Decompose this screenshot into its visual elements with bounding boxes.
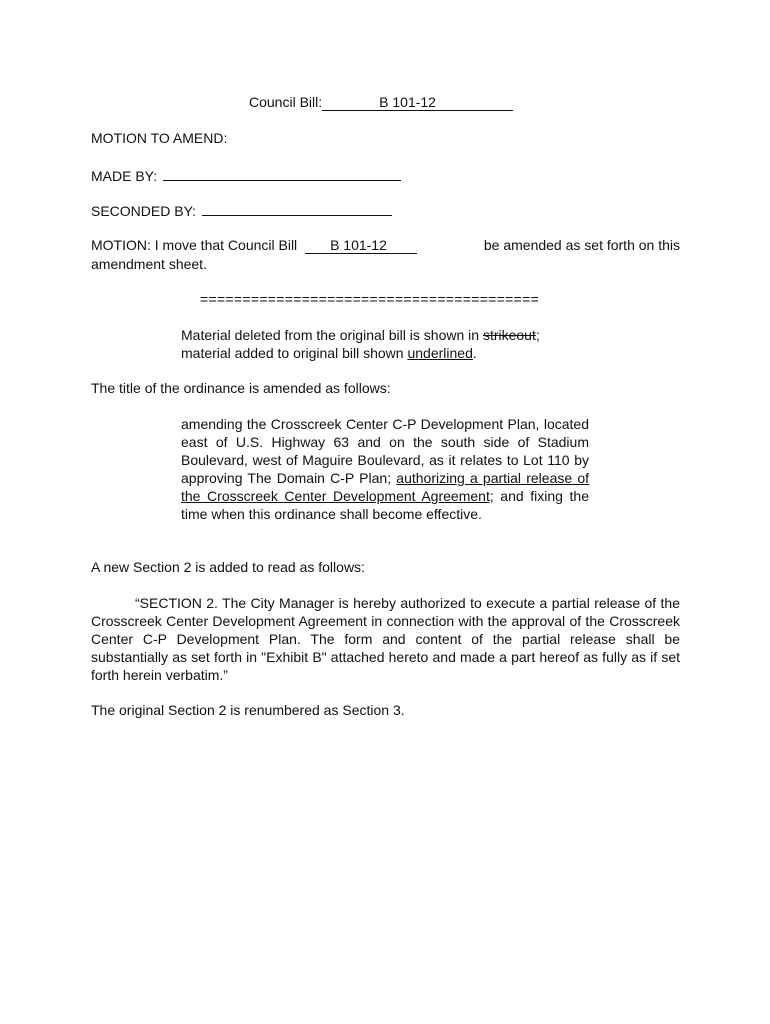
legend-line1-prefix: Material deleted from the original bill is shown in <box>181 327 483 343</box>
made-by-blank <box>163 166 401 181</box>
council-bill-header <box>249 93 513 111</box>
motion-bill-number: B 101-12 <box>305 238 417 254</box>
title-intro: The title of the ordinance is amended as follows: <box>91 380 391 396</box>
section-intro: A new Section 2 is added to read as follows: <box>91 559 365 575</box>
motion-to-amend-heading: MOTION TO AMEND: <box>91 130 228 146</box>
seconded-by-label: SECONDED BY: <box>91 203 197 219</box>
renumber-note: The original Section 2 is renumbered as Section 3. <box>91 702 405 718</box>
amended-title-text <box>181 415 589 523</box>
title-text-added: authorizing a partial release of the Crosscreek Center Development Agreement; <box>181 470 589 504</box>
separator-line: ======================================== <box>200 291 540 307</box>
motion-suffix: be amended as set forth on this <box>483 237 680 253</box>
underlined-example: underlined <box>407 345 473 361</box>
legend-line2-prefix: material added to original bill shown <box>181 345 408 361</box>
made-by-label: MADE BY: <box>91 168 158 184</box>
seconded-by-line <box>91 201 392 220</box>
section-2-text: “SECTION 2. The City Manager is hereby authorized to execute a partial release of the Crosscreek Center Development Agreement in connection with the approval of the Crosscreek Center C-P Development Plan. The form and content of the partial release shall be substantially as set forth in "Exhibit B" attached hereto and made a part hereof as fully as if set forth herein verbatim.” <box>91 595 680 683</box>
legend-line2-suffix: . <box>472 345 477 361</box>
motion-statement-line1 <box>91 236 680 254</box>
legend-line1 <box>181 326 540 344</box>
motion-statement-line2: amendment sheet. <box>91 256 207 272</box>
legend-line2 <box>181 344 477 362</box>
title-text-part2: and fixing the time when this ordinance shall become effective. <box>181 488 589 522</box>
title-text-part1: amending the Crosscreek Center C-P Development Plan, located east of U.S. Highway 63 and on the south side of Stadium Boulevard, west of Maguire Boulevard, as it relates to Lot 110 by approving The Domain C-P Plan; <box>181 416 589 486</box>
made-by-line <box>91 166 401 185</box>
council-bill-number: B 101-12 <box>322 95 513 111</box>
strikeout-example: strikeout <box>482 327 536 343</box>
council-bill-label: Council Bill: <box>249 94 323 110</box>
motion-prefix: MOTION: I move that Council Bill <box>91 237 298 253</box>
seconded-by-blank <box>202 201 392 216</box>
legend-line1-suffix: ; <box>535 327 540 343</box>
